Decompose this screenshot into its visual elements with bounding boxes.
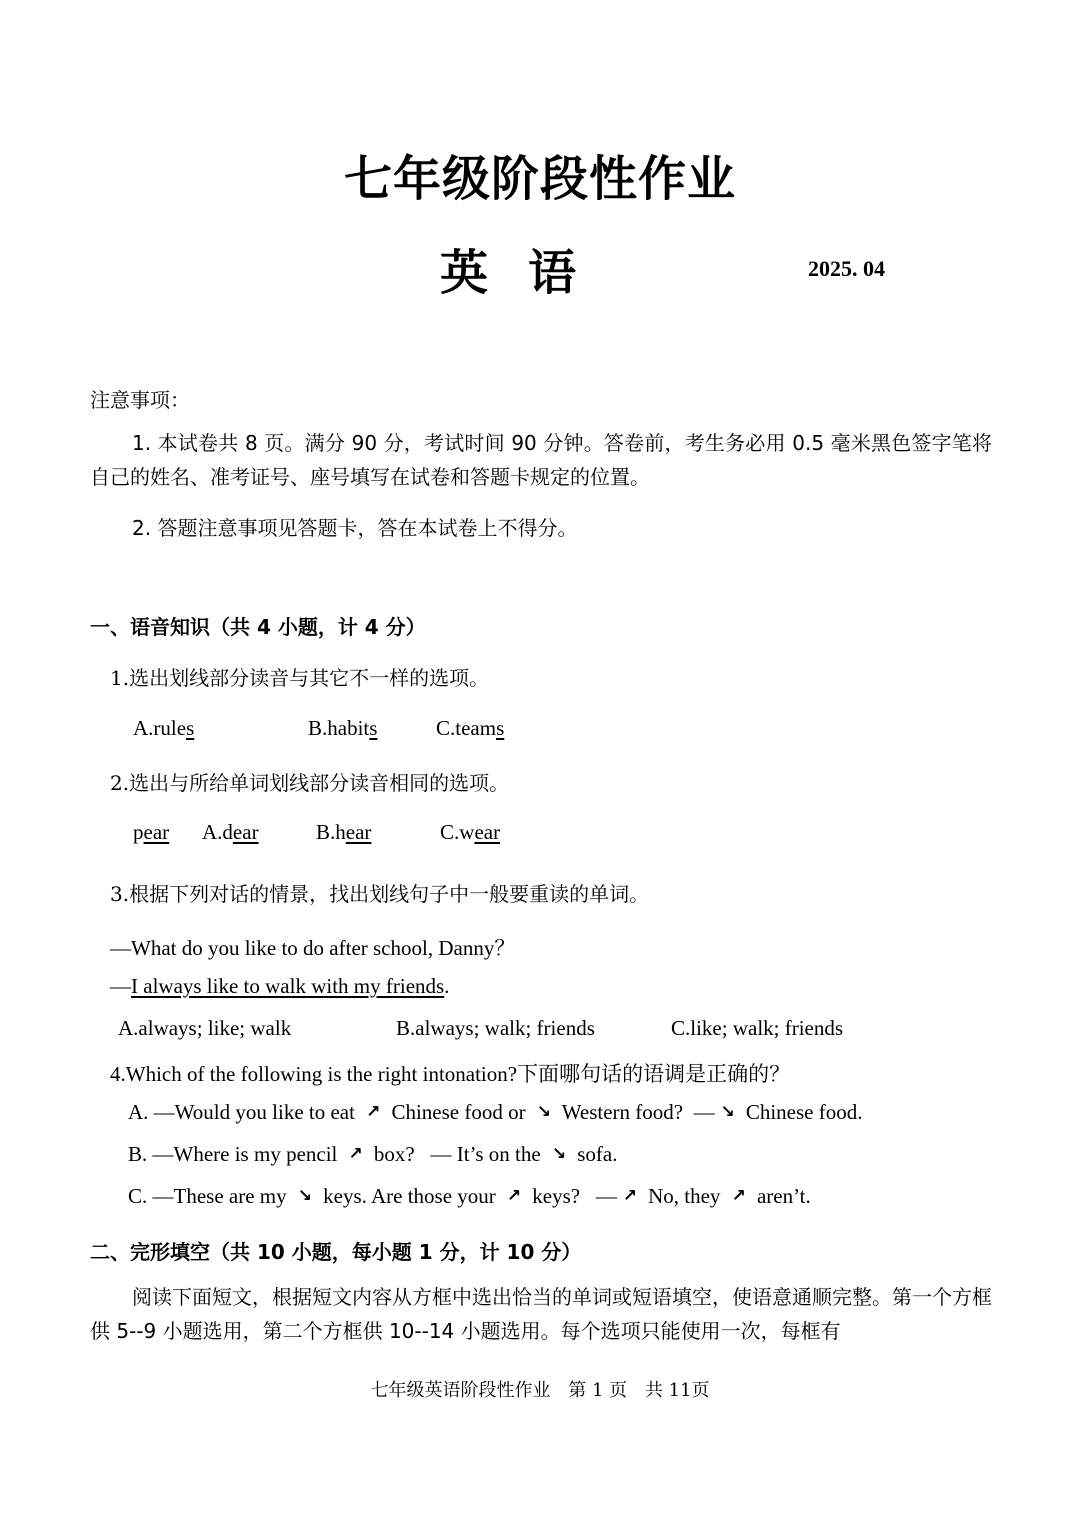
q3-option-b: B.always; walk; friends	[396, 1016, 595, 1040]
rising-arrow-icon: ↗	[731, 1186, 746, 1206]
falling-arrow-icon: ↘	[551, 1144, 567, 1164]
page-footer	[0, 1376, 1080, 1402]
footer-page-number: 第 1 页	[568, 1380, 628, 1401]
exam-date: 2025. 04	[808, 256, 885, 281]
q1-option-a: A.rules	[133, 716, 195, 740]
section-2-heading: 二、完形填空（共 10 小题，每小题 1 分，计 10 分）	[90, 1240, 582, 1264]
rising-arrow-icon: ↗	[348, 1144, 363, 1164]
notice-heading: 注意事项：	[90, 388, 190, 412]
notice-item-2: 2. 答题注意事项见答题卡，答在本试卷上不得分。	[132, 516, 578, 540]
footer-exam-name: 七年级英语阶段性作业	[370, 1380, 551, 1401]
q3-option-a: A.always; like; walk	[118, 1016, 292, 1040]
falling-arrow-icon: ↘	[720, 1102, 735, 1122]
footer-total-pages: 共 11页	[644, 1380, 710, 1401]
q4-option-a: A. —Would you like to eat ↗ Chinese food or ↘ Western food? — ↘ Chinese food.	[128, 1100, 863, 1124]
q2-option-c: C.wear	[440, 820, 501, 844]
section-1-heading: 一、语音知识（共 4 小题，计 4 分）	[90, 615, 426, 639]
rising-arrow-icon: ↗	[366, 1102, 381, 1122]
q1-option-c: C.teams	[436, 716, 505, 740]
q1-stem: 1.选出划线部分读音与其它不一样的选项。	[110, 666, 490, 690]
q4-option-c: C. —These are my ↘ keys. Are those your ↗ keys? — ↗ No, they ↗ aren’t.	[128, 1184, 811, 1208]
q3-dialog-line-2: —I always like to walk with my friends.	[110, 974, 450, 998]
rising-arrow-icon: ↗	[622, 1186, 637, 1206]
subject-title: 英语	[440, 245, 617, 301]
q3-dialog-line-1: —What do you like to do after school, Danny？	[110, 936, 516, 960]
rising-arrow-icon: ↗	[506, 1186, 522, 1206]
q2-option-b: B.hear	[316, 820, 372, 844]
notice-item-1: 1. 本试卷共 8 页。满分 90 分，考试时间 90 分钟。答卷前，考生务必用 0.5 毫米黑色签字笔将自己的姓名、准考证号、座号填写在试卷和答题卡规定的位置。	[90, 431, 992, 489]
q2-stem: 2.选出与所给单词划线部分读音相同的选项。	[110, 771, 510, 795]
q1-option-b: B.habits	[308, 716, 378, 740]
q2-given-word: pear	[133, 820, 170, 844]
q2-option-a: A.dear	[202, 820, 259, 844]
section-2-intro: 阅读下面短文，根据短文内容从方框中选出恰当的单词或短语填空，使语意通顺完整。第一个方框供 5--9 小题选用，第二个方框供 10--14 小题选用。每个选项只能使用一次，每框有	[90, 1285, 992, 1343]
page-title: 七年级阶段性作业	[343, 151, 736, 207]
falling-arrow-icon: ↘	[297, 1186, 313, 1206]
falling-arrow-icon: ↘	[536, 1102, 551, 1122]
q3-option-c: C.like; walk; friends	[671, 1016, 844, 1040]
q3-stem: 3.根据下列对话的情景，找出划线句子中一般要重读的单词。	[110, 882, 650, 906]
q4-stem: 4.Which of the following is the right intonation?下面哪句话的语调是正确的？	[110, 1062, 791, 1086]
q4-option-b: B. —Where is my pencil ↗ box? — It’s on the ↘ sofa.	[128, 1142, 618, 1166]
